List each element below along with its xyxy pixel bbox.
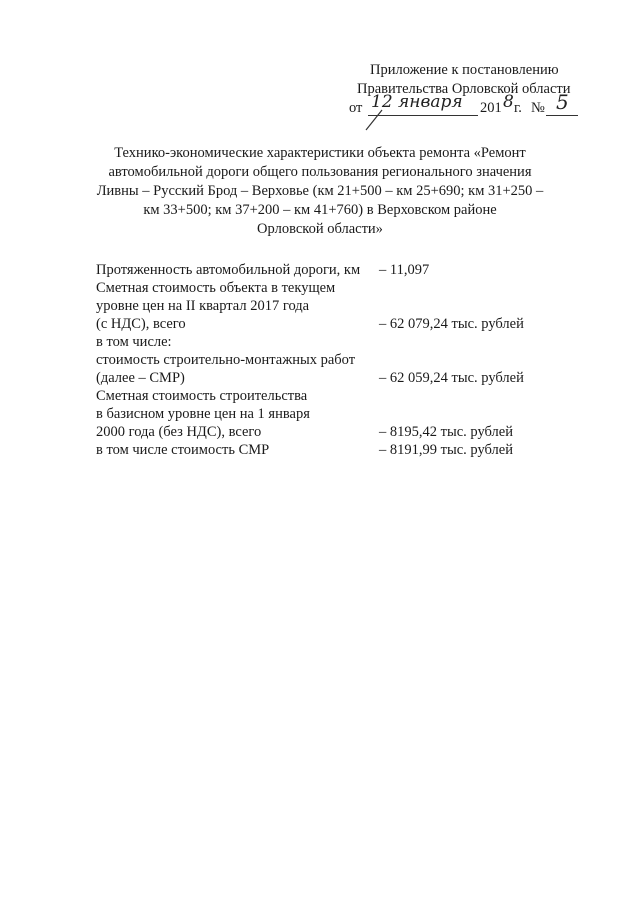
handwritten-date: 12 января [371,92,463,112]
title-line5: Орловской области» [257,221,383,237]
date-prefix: от [349,100,363,116]
row-value: – 8195,42 тыс. рублей [379,424,513,440]
row-label: в том числе: [96,334,172,350]
row-label: уровне цен на II квартал 2017 года [96,298,310,314]
number-label: № [531,100,545,116]
title-line1: Технико-экономические характеристики объекта ремонта «Ремонт [114,145,526,161]
row-label: Сметная стоимость объекта в текущем [96,280,336,296]
row-value: – 62 079,24 тыс. рублей [379,316,524,332]
number-underline [546,115,578,116]
year-prefix: 201 [480,100,502,116]
title-line3: Ливны – Русский Брод – Верховье (км 21+500 – км 25+690; км 31+250 – [96,183,544,199]
row-label: 2000 года (без НДС), всего [96,424,262,440]
appendix-header-line1: Приложение к постановлению [370,62,559,78]
row-label: стоимость строительно-монтажных работ [96,352,356,368]
signature-stroke [360,108,390,134]
title-line2: автомобильной дороги общего пользования регионального значения [108,164,532,180]
appendix-header-line2: Правительства Орловской области [357,81,571,97]
row-label: (далее – СМР) [96,370,185,386]
row-value: – 8191,99 тыс. рублей [379,442,513,458]
row-label: Протяженность автомобильной дороги, км [96,262,361,278]
row-value: – 11,097 [379,262,430,278]
handwritten-number: 5 [556,90,569,114]
row-value: – 62 059,24 тыс. рублей [379,370,524,386]
title-line4: км 33+500; км 37+200 – км 41+760) в Верховском районе [143,202,497,218]
year-suffix: г. [514,100,522,116]
row-label: Сметная стоимость строительства [96,388,308,404]
handwritten-year: 8 [503,92,514,112]
row-label: (с НДС), всего [96,316,186,332]
row-label: в том числе стоимость СМР [96,442,270,458]
row-label: в базисном уровне цен на 1 января [96,406,310,422]
